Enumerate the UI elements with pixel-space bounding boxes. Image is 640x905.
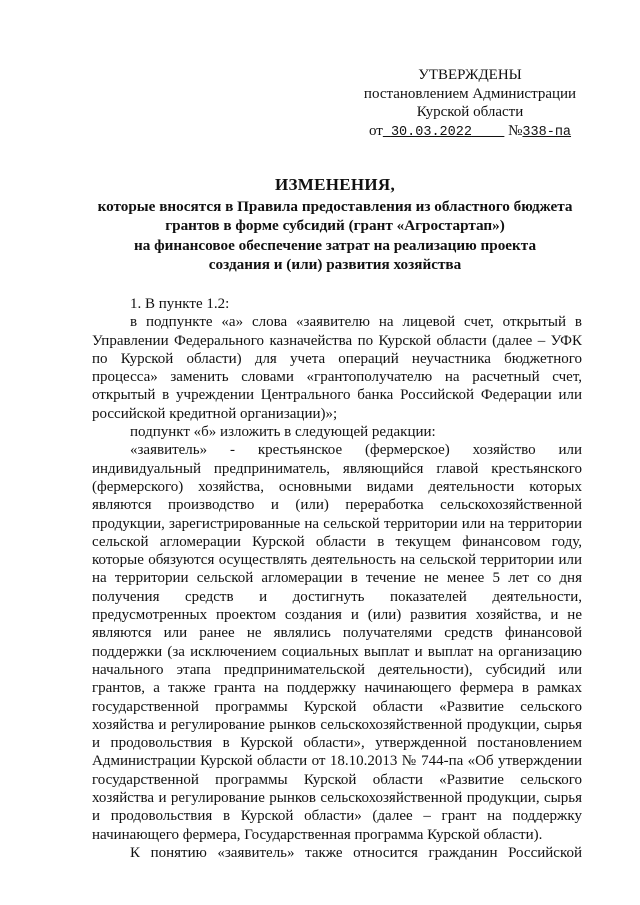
heading-line-2: грантов в форме субсидий (грант «Агростартап») (165, 217, 505, 235)
paragraph-point-1: 1. В пункте 1.2: (130, 296, 230, 312)
heading-line-1: которые вносятся в Правила предоставления из областного бюджета (97, 198, 573, 216)
document-heading (85, 175, 585, 274)
approval-date: 30.03.2022 (390, 124, 472, 140)
paragraph-applicant-extension: К понятию «заявитель» также относится гражданин Российской (130, 844, 582, 861)
approval-line-1: постановлением Администрации (363, 85, 577, 102)
approval-line-2: Курской области (416, 104, 524, 120)
document-body (92, 295, 582, 862)
heading-line-3: на финансовое обеспечение затрат на реализацию проекта (133, 236, 537, 254)
heading-main: ИЗМЕНЕНИЯ, (274, 175, 396, 194)
approval-title: УТВЕРЖДЕНЫ (418, 67, 522, 83)
number-prefix: № (508, 122, 523, 139)
paragraph-applicant-definition: «заявитель» - крестьянское (фермерское) хозяйство или индивидуальный предприниматель, являющийся главой крестьянского (фермерского) хозяйства, основными видами деятельности которых являются производство и (или) переработка сельскохозяйственной продукции, зарегистрированные на сельской территории или на территории сельской агломерации Курской области в текущем финансовом году, которые обязуются осуществлять деятельность на сельской территории или на территории сельской агломерации в течение не менее 5 лет со дня получения средств и достигнуть показателей деятельности, предусмотренных проектом создания и (или) развития хозяйства, и не являются или ранее не являлись получателями средств финансовой поддержки (за исключением социальных выплат и выплат на организацию начального этапа предпринимательской деятельности), субсидий или грантов, а также гранта на поддержку начинающего фермера в рамках государственной программы Курской области «Развитие сельского хозяйства и регулирование рынков сельскохозяйственной продукции, сырья и продовольствия в Курской области», утвержденной постановлением Администрации Курской области от 18.10.2013 № 744-па «Об утверждении государственной программы Курской области «Развитие сельского хозяйства и регулирование рынков сельскохозяйственной продукции, сырья и продовольствия в Курской области» (далее – грант на поддержку начинающего фермера, Государственная программа Курской области). (92, 442, 582, 843)
approval-stamp (360, 66, 580, 142)
paragraph-subpoint-a: в подпункте «а» слова «заявителю на лицевой счет, открытый в Управлении Федерального казначейства по Курской области (далее – УФК по Курской области) для учета операций неучастника бюджетного процесса» заменить словами «грантополучателю на расчетный счет, открытый в учреждении Центрального банка Российской Федерации или российской кредитной организации)»; (92, 314, 582, 422)
approval-date-line (360, 122, 580, 143)
approval-number: 338-па (522, 124, 572, 140)
paragraph-subpoint-b-intro: подпункт «б» изложить в следующей редакции: (130, 424, 436, 441)
heading-line-4: создания и (или) развития хозяйства (208, 255, 462, 273)
date-prefix: от (368, 122, 383, 139)
